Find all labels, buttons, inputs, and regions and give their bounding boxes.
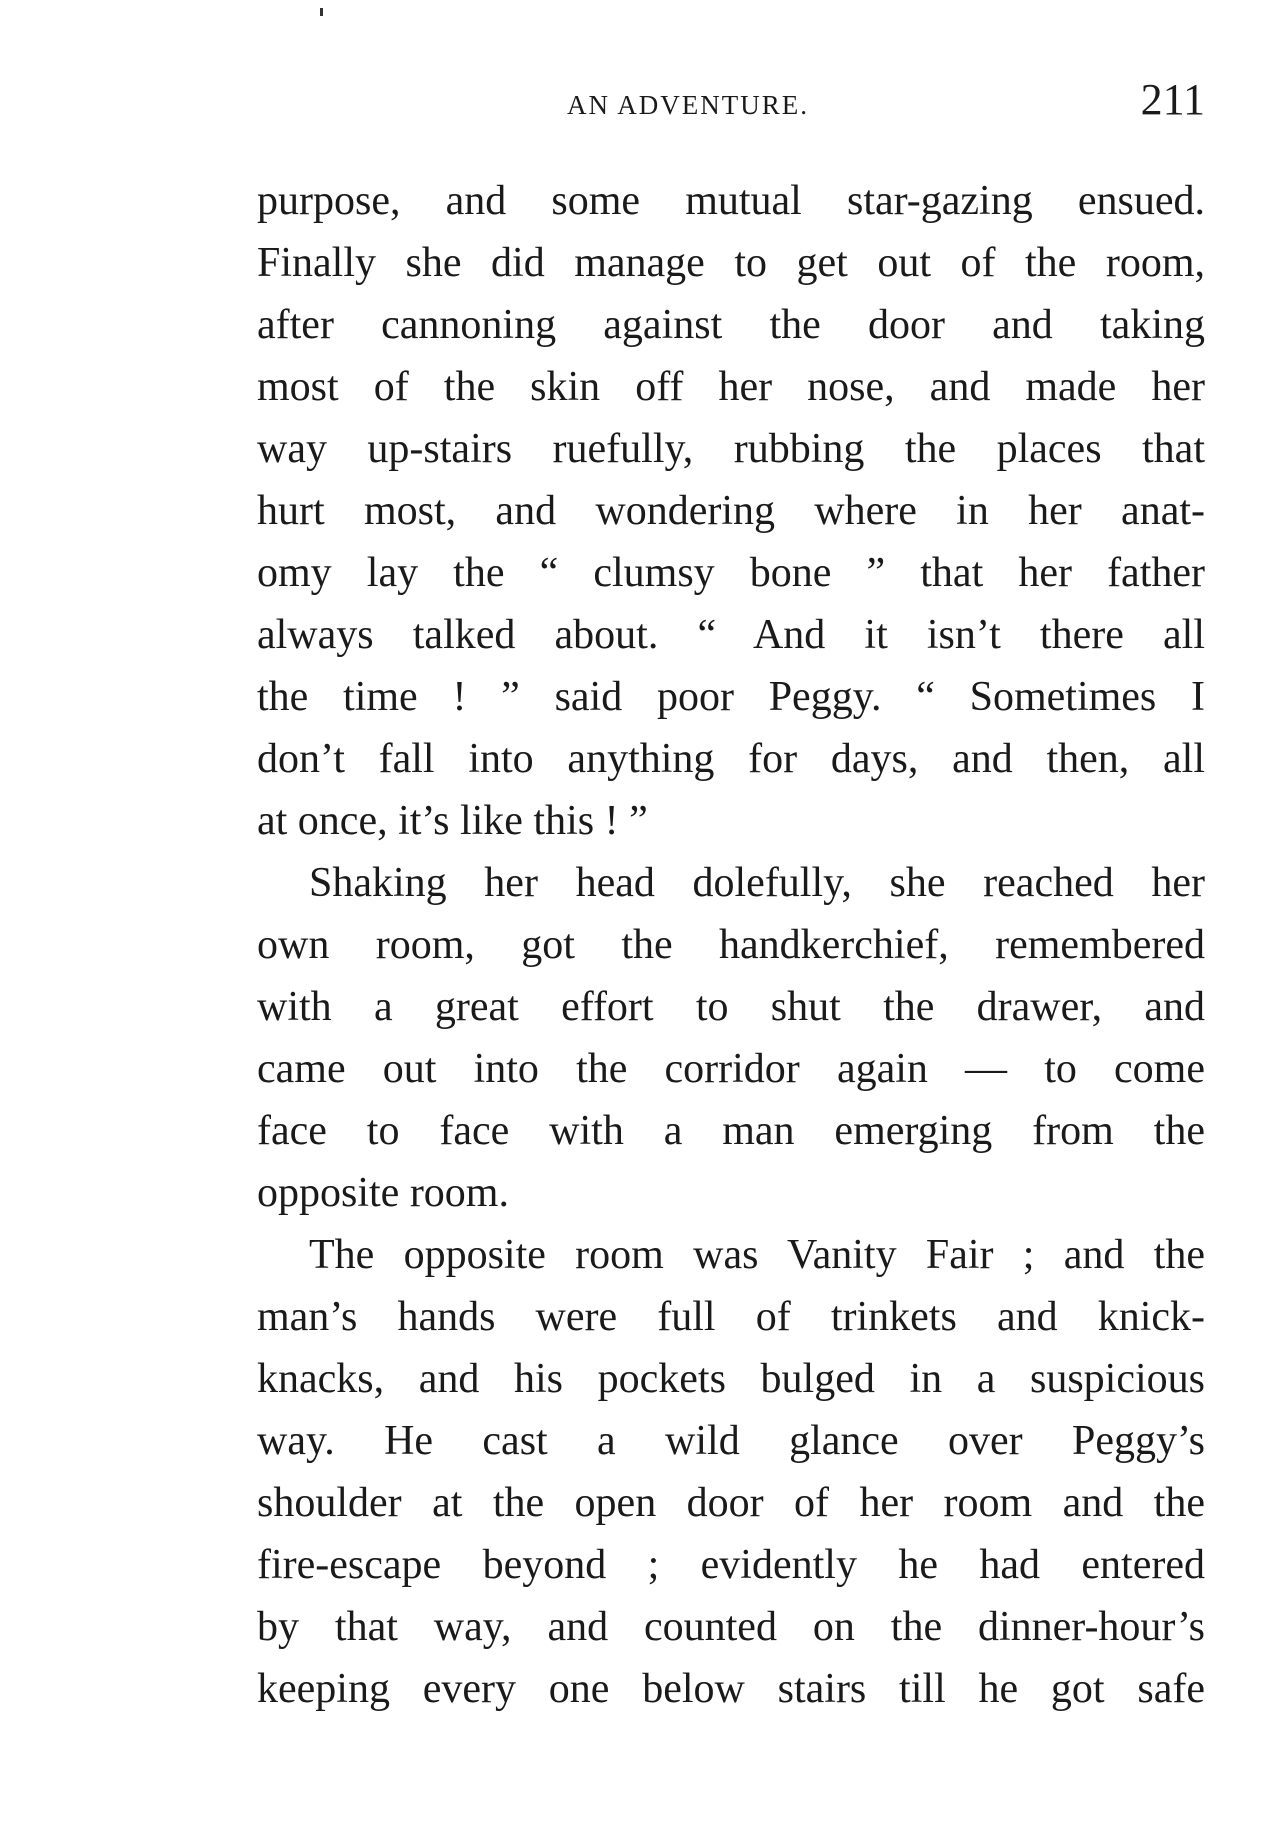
text-line: face to face with a man emerging from the [257, 1108, 1205, 1154]
text-line: omy lay the “ clumsy bone ” that her father [257, 550, 1205, 596]
text-line: The opposite room was Vanity Fair ; and the [309, 1232, 1205, 1278]
running-head-title: AN ADVENTURE. [567, 90, 809, 120]
text-line: way. He cast a wild glance over Peggy’s [257, 1418, 1205, 1464]
text-line: purpose, and some mutual star-gazing ensued. [257, 178, 1205, 224]
text-line: with a great effort to shut the drawer, and [257, 984, 1205, 1030]
text-line: at once, it’s like this ! ” [257, 798, 648, 844]
text-line: own room, got the handkerchief, remembered [257, 922, 1205, 968]
text-line: most of the skin off her nose, and made her [257, 364, 1205, 410]
text-line: after cannoning against the door and taking [257, 302, 1205, 348]
text-line: Shaking her head dolefully, she reached her [309, 860, 1205, 906]
text-line: fire-escape beyond ; evidently he had entered [257, 1542, 1205, 1588]
text-line: don’t fall into anything for days, and then, all [257, 736, 1205, 782]
text-line: Finally she did manage to get out of the room, [257, 240, 1205, 286]
page-number: 211 [1140, 75, 1205, 124]
text-line: the time ! ” said poor Peggy. “ Sometimes I [257, 674, 1205, 720]
text-line: always talked about. “ And it isn’t there all [257, 612, 1205, 658]
text-line: man’s hands were full of trinkets and knick- [257, 1294, 1205, 1340]
text-line: by that way, and counted on the dinner-hour’s [257, 1604, 1205, 1650]
text-line: hurt most, and wondering where in her anat- [257, 488, 1205, 534]
text-line: keeping every one below stairs till he got safe [257, 1666, 1205, 1712]
running-head [257, 75, 1205, 136]
text-line: knacks, and his pockets bulged in a suspicious [257, 1356, 1205, 1402]
text-line: opposite room. [257, 1170, 509, 1216]
text-line: came out into the corridor again — to come [257, 1046, 1205, 1092]
text-line: shoulder at the open door of her room and the [257, 1480, 1205, 1526]
body-text [257, 170, 1205, 1720]
stray-ink-mark [320, 8, 323, 16]
text-line: way up-stairs ruefully, rubbing the places that [257, 426, 1205, 472]
